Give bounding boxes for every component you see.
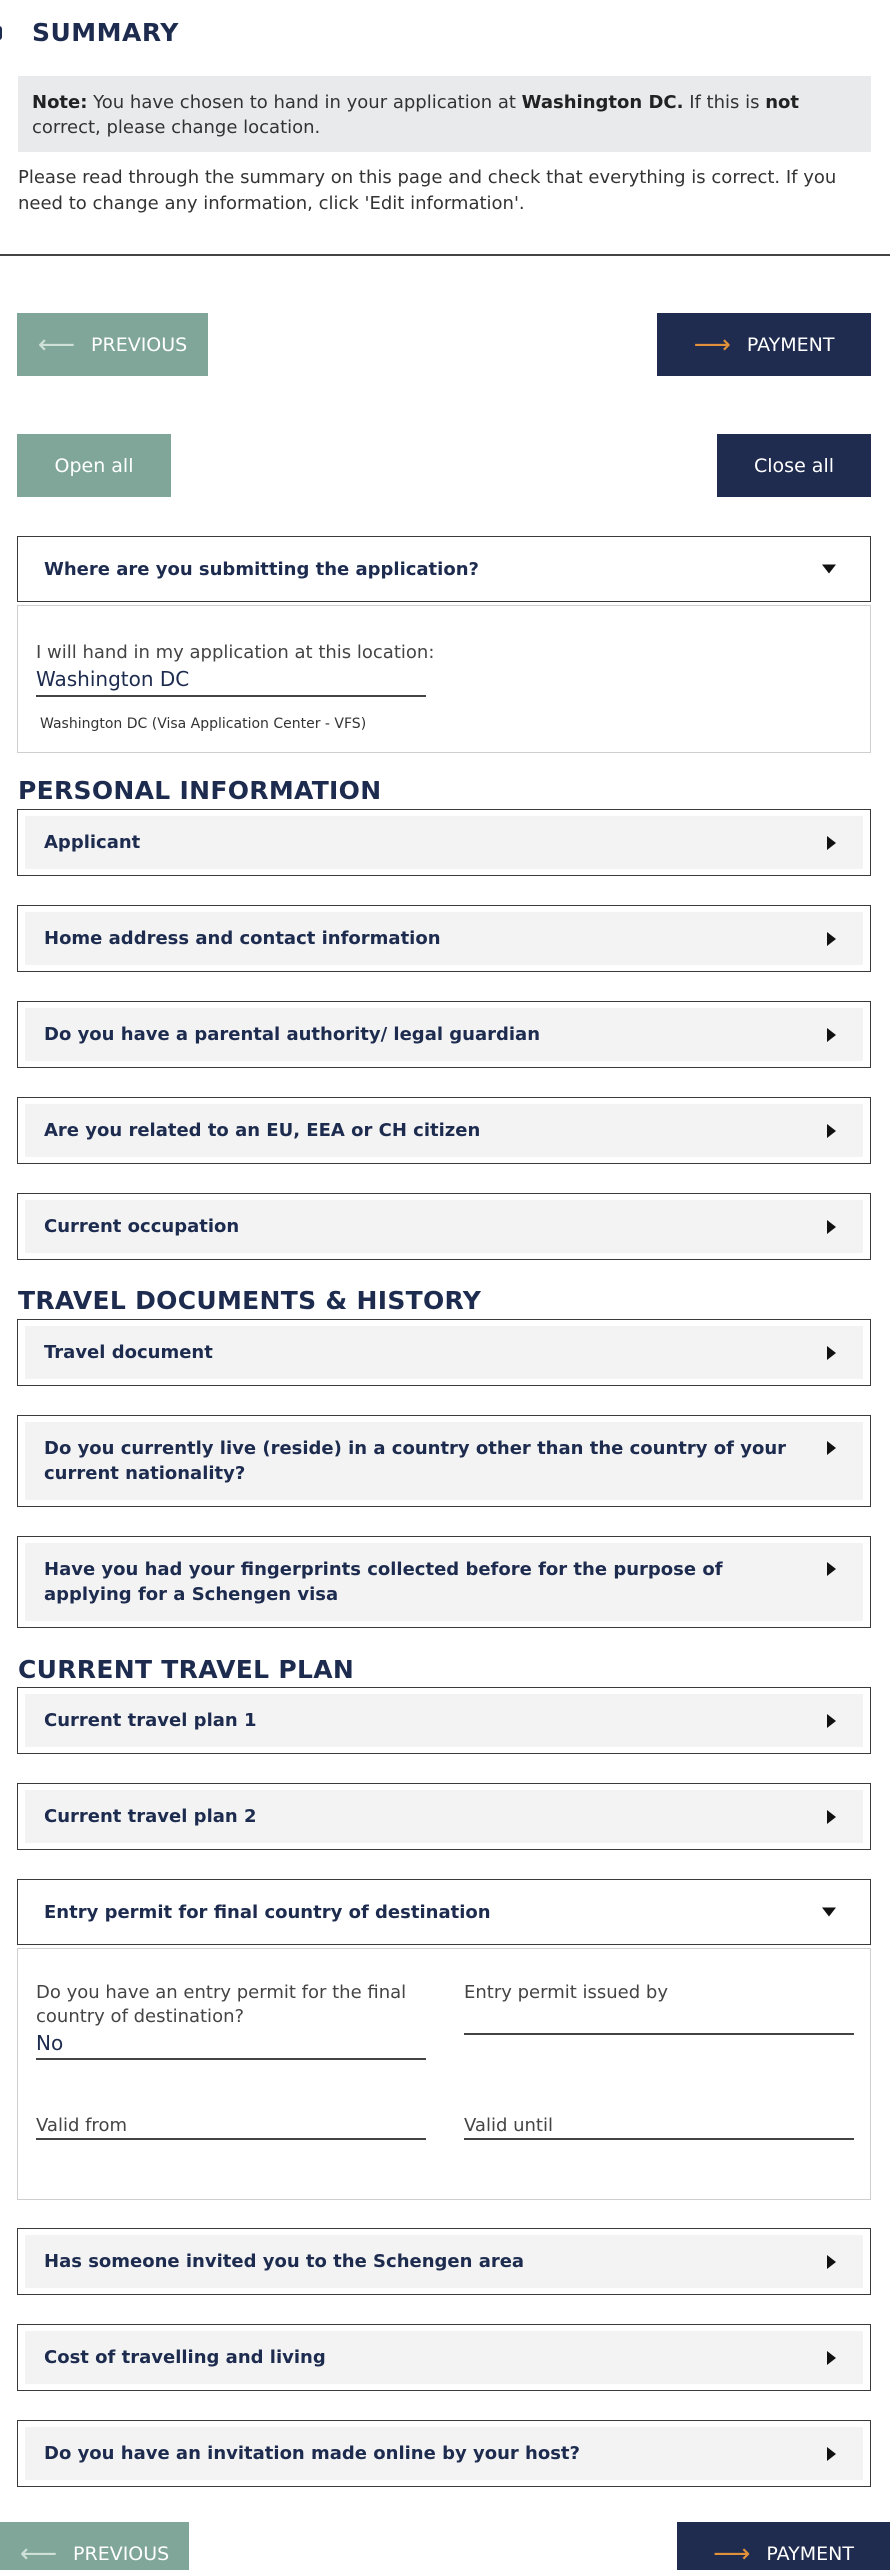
valid-from-field[interactable] [36,2138,426,2140]
accordion-title: Do you have a parental authority/ legal guardian [44,1024,541,1045]
section-heading-travel-plan: CURRENT TRAVEL PLAN [18,1655,355,1684]
arrow-left-icon: ⟵ [19,2538,58,2569]
note-prefix: Note: [32,92,88,113]
chevron-right-icon [827,932,836,946]
note-text-3: correct, please change location. [32,117,321,138]
chevron-right-icon [827,836,836,850]
close-all-button[interactable] [717,434,871,497]
chevron-right-icon [827,1124,836,1138]
accordion-cost-of-travel[interactable] [17,2324,871,2391]
accordion-submission[interactable] [17,536,871,602]
valid-until-label: Valid until [464,2115,553,2136]
section-heading-personal: PERSONAL INFORMATION [18,776,382,805]
accordion-title: Home address and contact information [44,928,441,949]
accordion-title: Do you have an invitation made online by your host? [44,2443,580,2464]
permit-issued-by-field[interactable] [464,2033,854,2035]
open-all-button[interactable] [17,434,171,497]
previous-button-bottom[interactable] [0,2522,189,2570]
note-emphasis: not [765,92,800,113]
intro-text: Please read through the summary on this page and check that everything is correct. If you need to change any information, click 'Edit information'. [18,167,837,214]
accordion-travel-plan-1[interactable] [17,1687,871,1754]
accordion-title: Current occupation [44,1216,240,1237]
accordion-title: Are you related to an EU, EEA or CH citizen [44,1120,481,1141]
accordion-applicant[interactable] [17,809,871,876]
has-permit-underline [36,2058,426,2060]
accordion-title: Has someone invited you to the Schengen area [44,2251,525,2272]
note-location: Washington DC. [521,92,684,113]
chevron-right-icon [827,2351,836,2365]
accordion-title: Current travel plan 1 [44,1710,257,1731]
accordion-title: Where are you submitting the application? [44,558,479,580]
note-text-1: You have chosen to hand in your application at [87,92,522,113]
accordion-reside-other-country[interactable] [17,1415,871,1507]
accordion-parental-authority[interactable] [17,1001,871,1068]
valid-from-label: Valid from [36,2115,127,2136]
permit-issued-by-label: Entry permit issued by [464,1982,668,2003]
chevron-right-icon [827,1810,836,1824]
location-field-underline [36,695,426,697]
previous-button-label: PREVIOUS [91,333,188,356]
payment-button-label: PAYMENT [766,2542,854,2565]
divider [0,254,890,256]
accordion-title: Cost of travelling and living [44,2347,326,2368]
payment-button-bottom[interactable] [677,2522,890,2570]
title-marker [0,26,2,40]
chevron-right-icon [827,1028,836,1042]
accordion-title: Current travel plan 2 [44,1806,257,1827]
submission-panel [17,605,871,753]
close-all-label: Close all [754,454,834,477]
accordion-travel-document[interactable] [17,1319,871,1386]
accordion-fingerprints[interactable] [17,1536,871,1628]
location-field-label: I will hand in my application at this location: [36,642,435,663]
accordion-invited-schengen[interactable] [17,2228,871,2295]
accordion-travel-plan-2[interactable] [17,1783,871,1850]
chevron-right-icon [827,1441,836,1455]
location-field-detail: Washington DC (Visa Application Center - VFS) [40,716,367,732]
page-title: SUMMARY [32,18,179,47]
arrow-right-icon: ⟶ [713,2538,751,2569]
chevron-down-icon [822,1908,836,1917]
chevron-right-icon [827,1220,836,1234]
valid-until-field[interactable] [464,2138,854,2140]
location-note [18,76,871,152]
section-heading-travel-documents: TRAVEL DOCUMENTS & HISTORY [18,1286,482,1315]
accordion-related-eu[interactable] [17,1097,871,1164]
accordion-title: Applicant [44,832,141,853]
accordion-entry-permit[interactable] [17,1879,871,1945]
entry-permit-panel [17,1948,871,2200]
has-permit-value: No [36,2031,64,2055]
previous-button-label: PREVIOUS [73,2542,170,2565]
previous-button[interactable] [17,313,208,376]
payment-button-label: PAYMENT [746,333,835,356]
chevron-right-icon [827,1562,836,1576]
accordion-home-address[interactable] [17,905,871,972]
accordion-title: Travel document [44,1342,213,1363]
chevron-right-icon [827,2255,836,2269]
arrow-right-icon: ⟶ [693,329,731,360]
chevron-right-icon [827,2447,836,2461]
location-field-value: Washington DC [36,667,190,691]
arrow-left-icon: ⟵ [37,329,76,360]
accordion-title: Entry permit for final country of destination [44,1901,491,1923]
payment-button[interactable] [657,313,871,376]
chevron-right-icon [827,1714,836,1728]
accordion-online-invitation[interactable] [17,2420,871,2487]
has-permit-label: Do you have an entry permit for the final country of destination? [36,1982,407,2027]
accordion-title: Have you had your fingerprints collected before for the purpose of applying for a Schengen visa [44,1559,723,1605]
note-text-2: If this is [683,92,766,113]
accordion-occupation[interactable] [17,1193,871,1260]
open-all-label: Open all [54,454,134,477]
accordion-title: Do you currently live (reside) in a country other than the country of your current nationality? [44,1438,787,1484]
chevron-down-icon [822,565,836,574]
chevron-right-icon [827,1346,836,1360]
